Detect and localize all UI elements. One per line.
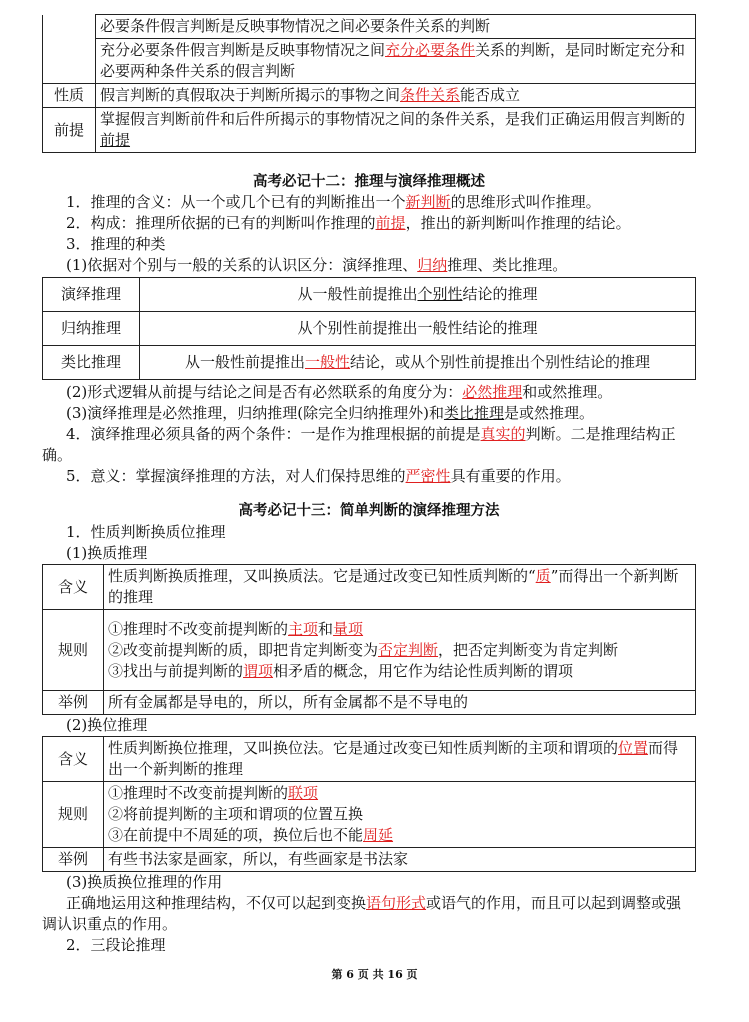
rule-line: [108, 783, 691, 804]
rule-line: [108, 661, 691, 682]
text-segment: ①推理时不改变前提判断的: [108, 619, 289, 638]
row-value: [96, 39, 696, 84]
text-segment: 性质判断换质推理，又叫换质法。它是通过改变已知性质判断的“: [108, 567, 536, 585]
highlighted-term: 条件关系: [400, 86, 461, 104]
highlighted-term: 量项: [333, 619, 364, 638]
paragraph: [42, 234, 696, 255]
row-key: 规则: [43, 610, 104, 691]
paragraph: [42, 382, 696, 403]
rule-line: [108, 640, 691, 661]
text-segment: (2)形式逻辑从前提与结论之间是否有必然联系的角度分为：: [66, 383, 463, 401]
underlined-term: 前提: [100, 131, 131, 149]
text-segment: 从一般性前提推出: [297, 285, 418, 303]
paragraph: [42, 213, 696, 234]
paragraph: [42, 872, 696, 893]
table-row: [43, 278, 696, 312]
row-value: [140, 278, 696, 312]
row-key: 演绎推理: [43, 278, 140, 312]
text-segment: 或语气的作用，而且可以起到调整或强调认识重点的作用。: [42, 894, 682, 933]
highlighted-term: 归纳: [417, 256, 448, 274]
row-key: 性质: [43, 84, 96, 108]
text-segment: 关系的判断，是同时断定充分和必要两种条件关系的假言判断: [100, 41, 686, 80]
text-segment: 3．推理的种类: [66, 235, 166, 253]
row-value: [96, 108, 696, 153]
row-key: 类比推理: [43, 346, 140, 380]
highlighted-term: 严密性: [405, 467, 451, 485]
table-row: [43, 610, 696, 691]
row-key: 举例: [43, 848, 104, 872]
text-segment: ①推理时不改变前提判断的: [108, 784, 289, 802]
rule-line: [108, 804, 691, 825]
table-row: [43, 346, 696, 380]
row-key: 举例: [43, 691, 104, 715]
text-segment: (3)演绎推理是必然推理，归纳推理(除完全归纳推理外)和: [66, 404, 444, 422]
text-segment: 掌握假言判断前件和后件所揭示的事物情况之间的条件关系，是我们正确运用假言判断的: [100, 110, 686, 128]
underlined-term: 类比推理: [443, 404, 504, 422]
highlighted-term: 新判断: [405, 193, 451, 211]
paragraph: [42, 466, 696, 487]
text-segment: 判断。二是推理结构正确。: [42, 425, 676, 464]
text-segment: 2．三段论推理: [66, 936, 166, 954]
text-segment: ③找出与前提判断的: [108, 661, 244, 680]
underlined-term: 个别性: [417, 285, 463, 303]
table-row: [43, 782, 696, 848]
text-segment: 能否成立: [460, 86, 521, 104]
section13-body: [42, 522, 696, 956]
text-segment: ②改变前提判断的质，即把肯定判断变为: [108, 640, 379, 659]
row-key: 归纳推理: [43, 312, 140, 346]
highlighted-term: 谓项: [243, 661, 274, 680]
conversion-table: [42, 736, 696, 872]
text-segment: 而得出一个新判断的推理: [108, 739, 679, 778]
row-value: [104, 737, 696, 782]
page-footer: 第 6 页 共 16 页: [331, 968, 418, 981]
row-key: 前提: [43, 108, 96, 153]
text-segment: 假言判断的真假取决于判断所揭示的事物之间: [100, 86, 401, 104]
highlighted-term: 否定判断: [378, 640, 439, 659]
text-segment: ，把否定判断变为肯定判断: [438, 640, 619, 659]
text-segment: 充分必要条件假言判断是反映事物情况之间: [100, 41, 386, 59]
text-segment: 是或然推理。: [503, 404, 594, 422]
table-row: [43, 39, 696, 84]
rule-line: [108, 619, 691, 640]
paragraph: [42, 893, 696, 935]
row-key: 含义: [43, 737, 104, 782]
paragraph: [42, 192, 696, 213]
text-segment: (3)换质换位推理的作用: [66, 873, 223, 891]
table-row: [43, 15, 696, 39]
text-segment: 从一般性前提推出: [184, 353, 305, 371]
section-title: 高考必记十三：简单判断的演绎推理方法: [238, 503, 500, 519]
text-segment: (1)换质推理: [66, 544, 148, 562]
row-key: 规则: [43, 782, 104, 848]
text-segment: 性质判断换位推理，又叫换位法。它是通过改变已知性质判断的主项和谓项的: [108, 739, 619, 757]
rule-line: [108, 825, 691, 846]
row-key: 含义: [43, 565, 104, 610]
text-segment: 正确地运用这种推理结构，不仅可以起到变换: [66, 894, 367, 912]
text-segment: (1)依据对个别与一般的关系的认识区分：演绎推理、: [66, 256, 418, 274]
text-segment: ，推出的新判断叫作推理的结论。: [405, 214, 631, 232]
paragraph: [42, 715, 696, 736]
highlighted-term: 联项: [288, 784, 319, 802]
row-value: [140, 346, 696, 380]
highlighted-term: 真实的: [480, 425, 526, 443]
row-value: [104, 610, 696, 691]
text-segment: 结论，或从个别性前提推出个别性结论的推理: [350, 353, 651, 371]
section12-body: [42, 192, 696, 487]
text-segment: 1．性质判断换质位推理: [66, 523, 226, 541]
text-segment: 推理、类比推理。: [447, 256, 568, 274]
section-title: 高考必记十二：推理与演绎推理概述: [253, 174, 485, 190]
highlighted-term: 必然推理: [462, 383, 523, 401]
paragraph: [42, 543, 696, 564]
text-segment: 和: [318, 619, 334, 638]
table-row: [43, 108, 696, 153]
text-segment: 4．演绎推理必须具备的两个条件：一是作为推理根据的前提是: [66, 425, 481, 443]
highlighted-term: 前提: [375, 214, 406, 232]
table-row: [43, 312, 696, 346]
row-value: [104, 782, 696, 848]
text-segment: ③在前提中不周延的项，换位后也不能: [108, 826, 364, 844]
text-segment: 具有重要的作用。: [450, 467, 571, 485]
text-segment: 必要条件假言判断是反映事物情况之间必要条件关系的判断: [100, 17, 491, 35]
text-segment: 相矛盾的概念，用它作为结论性质判断的谓项: [273, 661, 574, 680]
row-value: [140, 312, 696, 346]
highlighted-term: 周延: [363, 826, 394, 844]
text-segment: 和或然推理。: [522, 383, 613, 401]
text-segment: 的思维形式叫作推理。: [450, 193, 601, 211]
obversion-table: [42, 564, 696, 715]
highlighted-term: 质: [535, 567, 551, 585]
table-row: [43, 848, 696, 872]
paragraph: [42, 255, 696, 276]
row-value: [104, 565, 696, 610]
paragraph: [42, 935, 696, 956]
row-value: [96, 84, 696, 108]
text-segment: 1．推理的含义：从一个或几个已有的判断推出一个: [66, 193, 406, 211]
paragraph: [42, 424, 696, 466]
row-value: [104, 848, 696, 872]
paragraph: [42, 522, 696, 543]
table-row: [43, 84, 696, 108]
text-segment: (2)换位推理: [66, 716, 148, 734]
highlighted-term: 语句形式: [366, 894, 427, 912]
highlighted-term: 一般性: [304, 353, 350, 371]
text-segment: 有些书法家是画家，所以，有些画家是书法家: [108, 850, 409, 868]
text-segment: 2．构成：推理所依据的已有的判断叫作推理的: [66, 214, 376, 232]
reasoning-types-table: [42, 277, 696, 380]
row-value: [96, 15, 696, 39]
highlighted-term: 充分必要条件: [385, 41, 476, 59]
row-key: [43, 15, 96, 84]
text-segment: 结论的推理: [462, 285, 538, 303]
text-segment: 5．意义：掌握演绎推理的方法，对人们保持思维的: [66, 467, 406, 485]
text-segment: ②将前提判断的主项和谓项的位置互换: [108, 805, 364, 823]
table-row: [43, 691, 696, 715]
text-segment: 从个别性前提推出一般性结论的推理: [297, 319, 538, 337]
row-value: [104, 691, 696, 715]
text-segment: 所有金属都是导电的，所以，所有金属都不是不导电的: [108, 693, 469, 711]
paragraph: [42, 403, 696, 424]
highlighted-term: 位置: [618, 739, 649, 757]
table-row: [43, 737, 696, 782]
condition-table: [42, 14, 696, 153]
table-row: [43, 565, 696, 610]
text-segment: ”而得出一个新判断的推理: [108, 567, 679, 606]
highlighted-term: 主项: [288, 619, 319, 638]
